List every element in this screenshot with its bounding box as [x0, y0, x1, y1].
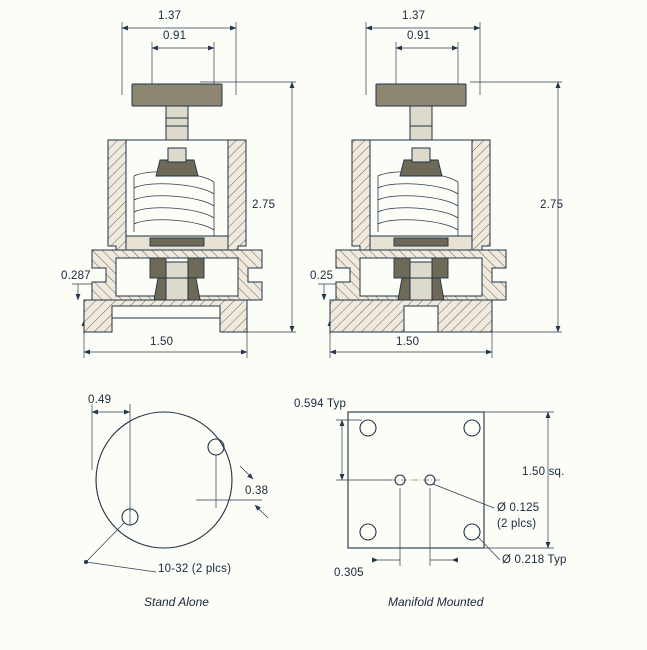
dim-right-overall-width: 1.37 [402, 10, 426, 22]
dim-right-height: 2.75 [540, 199, 564, 211]
caption-stand-alone: Stand Alone [144, 595, 209, 609]
dim-left-base-height: 0.287 [61, 270, 91, 282]
dim-bottom-left-hole-y: 0.38 [245, 485, 269, 497]
dim-right-knob-width: 0.91 [407, 30, 431, 42]
dim-port-spacing: 0.305 [334, 567, 364, 579]
note-port-qty: (2 plcs) [497, 518, 537, 530]
manifold-bottom-geometry [336, 412, 554, 566]
dim-right-base-width: 1.50 [396, 336, 420, 348]
dim-manifold-square: 1.50 sq. [522, 466, 565, 478]
stand-alone-bottom-geometry [84, 404, 268, 572]
dim-left-knob-width: 0.91 [163, 30, 187, 42]
caption-manifold-mounted: Manifold Mounted [388, 595, 484, 609]
note-port-dia: Ø 0.125 [497, 502, 540, 514]
note-bolt-dia: Ø 0.218 Typ [502, 554, 567, 566]
dim-manifold-edge-to-hole: 0.594 Typ [294, 398, 347, 410]
dim-left-overall-width: 1.37 [158, 10, 182, 22]
dim-left-base-width: 1.50 [150, 336, 174, 348]
dim-right-base-height: 0.25 [310, 270, 334, 282]
note-thread-10-32: 10-32 (2 plcs) [158, 563, 232, 575]
stand-alone-section-geometry [72, 22, 296, 358]
dim-bottom-left-hole-x: 0.49 [88, 394, 112, 406]
dim-left-height: 2.75 [252, 199, 276, 211]
manifold-section-geometry [318, 22, 562, 358]
